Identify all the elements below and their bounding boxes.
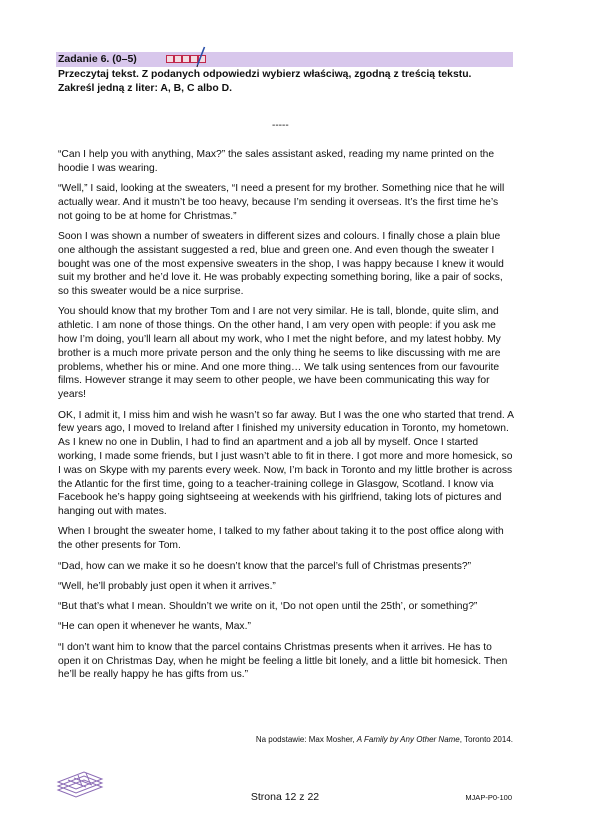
instruction-line: Zakreśl jedną z liter: A, B, C albo D. xyxy=(58,82,232,94)
task-instructions xyxy=(58,68,518,95)
separator: ----- xyxy=(272,120,289,131)
source-citation xyxy=(256,735,513,745)
exam-logo-icon xyxy=(56,770,104,798)
paragraph: “Well,” I said, looking at the sweaters, “I need a present for my brother. Something nice that he will actually wear. And it mustn’t be too heavy, because I’m sending it overseas. It’s the first time he’s not going to be at home for Christmas.” xyxy=(58,183,505,222)
page-number: Strona 12 z 22 xyxy=(250,791,320,803)
source-prefix: Na podstawie: Max Mosher, xyxy=(255,735,357,744)
paragraph: OK, I admit it, I miss him and wish he wasn’t so far away. But I was the one who started that trend. A few years ago, I moved to Ireland after I finished my university education in Toronto, my hometown. As I knew no one in Dublin, I had to find an apartment and a job all by myself. Once I started working, I made some friends, but I just wasn’t able to fit in there. I got more and more homesick, so I was on Skype with my parents every week. Now, I’m back in Toronto and my little brother is across the Atlantic for the first time, going to a teacher-training college in Glasgow, Scotland. I know via Facebook he’s happy going sightseeing at weekends with his girlfriend, taking lots of pictures and hanging out with mates. xyxy=(58,409,514,518)
paragraph: “Dad, how can we make it so he doesn’t know that the parcel’s full of Christmas presents?” xyxy=(58,560,472,572)
paragraph: “Can I help you with anything, Max?” the sales assistant asked, reading my name printed on the hoodie I was wearing. xyxy=(58,149,495,174)
pen-icon xyxy=(196,46,206,68)
paragraph: “I don’t want him to know that the parcel contains Christmas presents when it arrives. He has to open it on Christmas Day, when he might be feeling a little bit lonely, and a little bit homesick. Then he’ll be really happy he has gifts from us.” xyxy=(58,641,508,681)
paragraph: Soon I was shown a number of sweaters in different sizes and colours. I finally chose a plain blue one although the assistant suggested a red, blue and green one. And even though the sweater I bought was one of the most expensive sweaters in the shop, I was happy because I knew it would suit my brother and he’d love it. He was probably expecting something boring, like a pair of socks, so this sweater would be a nice surprise. xyxy=(58,230,504,298)
exam-code: MJAP-P0-100 xyxy=(465,793,512,802)
paragraph: “He can open it whenever he wants, Max.” xyxy=(58,621,251,633)
score-box[interactable] xyxy=(182,55,190,63)
score-box[interactable] xyxy=(166,55,174,63)
source-suffix: , Toronto 2014. xyxy=(459,735,513,744)
task-title: Zadanie 6. (0–5) xyxy=(58,53,137,65)
paragraph: You should know that my brother Tom and I are not very similar. He is tall, blonde, quite slim, and athletic. I am none of those things. On the other hand, I am very open with people: if you ask me how I’m doing, you’ll learn all about my work, who I met the night before, and my latest hobby. My brother is a much more private person and the only thing he seems to like discussing with me are problems, whether his or mine. And one more thing… We talk using sentences from our favourite films. However strange it may seem to other people, we have been communicating this way for years! xyxy=(58,306,501,401)
paragraph: “Well, he’ll probably just open it when it arrives.” xyxy=(58,580,276,592)
paragraph: “But that’s what I mean. Shouldn’t we write on it, ‘Do not open until the 25th’, or something?” xyxy=(58,601,478,613)
source-book-title: A Family by Any Other Name xyxy=(356,735,460,744)
instruction-line: Przeczytaj tekst. Z podanych odpowiedzi wybierz właściwą, zgodną z treścią tekstu. xyxy=(58,69,472,80)
paragraph: When I brought the sweater home, I talked to my father about taking it to the post office along with the other presents for Tom. xyxy=(58,526,504,552)
reading-text xyxy=(58,148,514,689)
score-box[interactable] xyxy=(174,55,182,63)
